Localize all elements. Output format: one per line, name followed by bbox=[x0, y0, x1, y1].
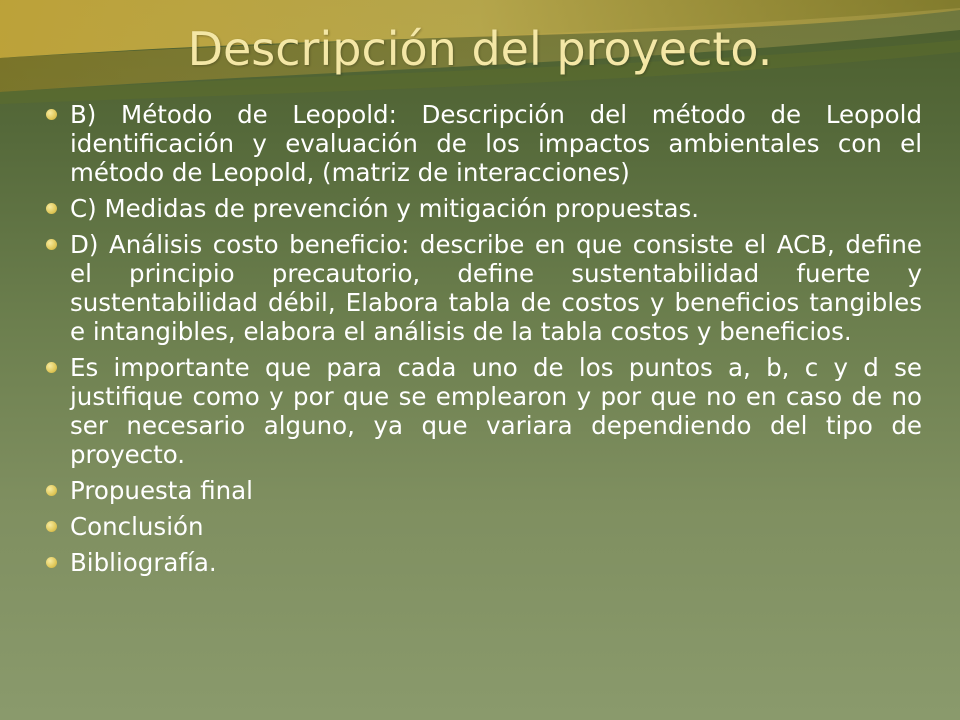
list-item bbox=[46, 476, 922, 505]
list-item bbox=[46, 548, 922, 577]
bullet-dot-icon bbox=[46, 521, 57, 532]
list-item-text: Propuesta final bbox=[70, 476, 253, 505]
list-item bbox=[46, 512, 922, 541]
list-item-text: D) Análisis costo beneficio: describe en que consiste el ACB, define el principio precautorio, define sustentabilidad fuerte y sustentabilidad débil, Elabora tabla de costos y beneficios tangibles e intangibles, elabora el análisis de la tabla costos y beneficios. bbox=[70, 230, 922, 346]
bullet-dot-icon bbox=[46, 203, 57, 214]
list-item bbox=[46, 230, 922, 346]
slide-title: Descripción del proyecto. bbox=[187, 22, 773, 76]
list-item bbox=[46, 194, 922, 223]
list-item-text: C) Medidas de prevención y mitigación propuestas. bbox=[70, 194, 700, 223]
bullet-dot-icon bbox=[46, 557, 57, 568]
list-item bbox=[46, 100, 922, 187]
list-item-text: B) Método de Leopold: Descripción del método de Leopold identificación y evaluación de los impactos ambientales con el método de Leopold, (matriz de interacciones) bbox=[70, 100, 922, 187]
list-item-text: Conclusión bbox=[70, 512, 204, 541]
bullet-dot-icon bbox=[46, 109, 57, 120]
list-item-text: Es importante que para cada uno de los puntos a, b, c y d se justifique como y por que se emplearon y por que no en caso de no ser necesario alguno, ya que variara dependiendo del tipo de proyecto. bbox=[70, 353, 922, 469]
bullet-dot-icon bbox=[46, 485, 57, 496]
bullet-dot-icon bbox=[46, 362, 57, 373]
list-item-text: Bibliografía. bbox=[70, 548, 217, 577]
list-item bbox=[46, 353, 922, 469]
bullet-list bbox=[46, 100, 922, 584]
bullet-dot-icon bbox=[46, 239, 57, 250]
